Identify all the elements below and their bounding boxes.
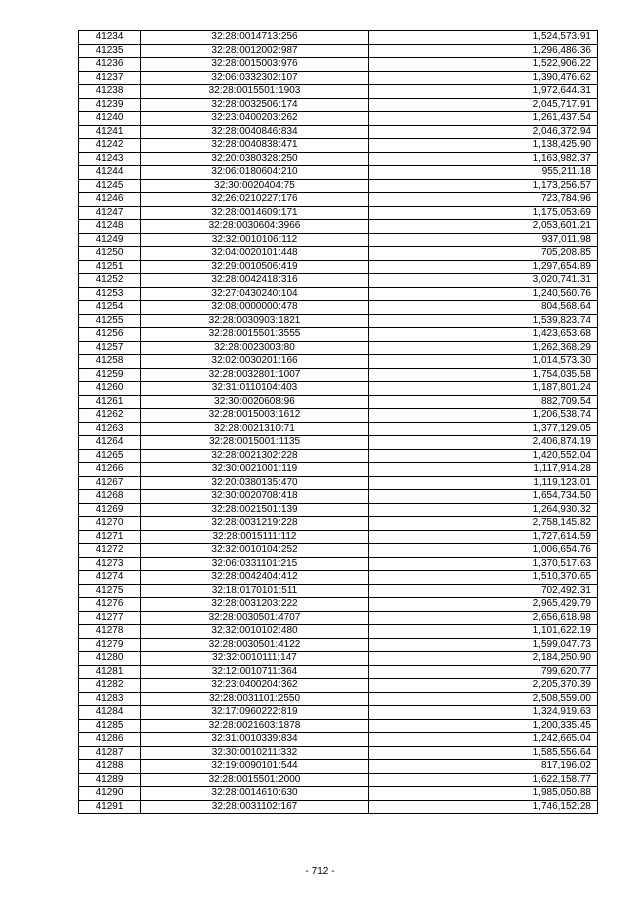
record-number-cell: 41270 <box>79 517 141 531</box>
amount-cell: 1,206,538.74 <box>369 409 598 423</box>
record-number-cell: 41283 <box>79 692 141 706</box>
table-row <box>79 166 598 180</box>
cadastral-number-cell: 32:32:0010104:252 <box>141 544 369 558</box>
amount-cell: 1,297,654.89 <box>369 260 598 274</box>
record-number-cell: 41269 <box>79 503 141 517</box>
table-row <box>79 44 598 58</box>
record-number-cell: 41250 <box>79 247 141 261</box>
cadastral-number-cell: 32:30:0021001:119 <box>141 463 369 477</box>
record-number-cell: 41252 <box>79 274 141 288</box>
amount-cell: 1,585,556.64 <box>369 746 598 760</box>
cadastral-number-cell: 32:28:0015501:1903 <box>141 85 369 99</box>
table-row <box>79 139 598 153</box>
record-number-cell: 41247 <box>79 206 141 220</box>
amount-cell: 1,262,368.29 <box>369 341 598 355</box>
cadastral-number-cell: 32:28:0015001:1135 <box>141 436 369 450</box>
record-number-cell: 41290 <box>79 787 141 801</box>
amount-cell: 1,200,335.45 <box>369 719 598 733</box>
table-row <box>79 476 598 490</box>
amount-cell: 2,758,145.82 <box>369 517 598 531</box>
table-row <box>79 341 598 355</box>
table-row <box>79 517 598 531</box>
record-number-cell: 41244 <box>79 166 141 180</box>
amount-cell: 1,522,906.22 <box>369 58 598 72</box>
cadastral-number-cell: 32:12:0010711:364 <box>141 665 369 679</box>
record-number-cell: 41240 <box>79 112 141 126</box>
cadastral-number-cell: 32:28:0015501:3555 <box>141 328 369 342</box>
cadastral-number-cell: 32:32:0010102:480 <box>141 625 369 639</box>
table-row <box>79 152 598 166</box>
table-row <box>79 112 598 126</box>
record-number-cell: 41280 <box>79 652 141 666</box>
table-row <box>79 530 598 544</box>
amount-cell: 1,175,053.69 <box>369 206 598 220</box>
cadastral-number-cell: 32:28:0030604:3966 <box>141 220 369 234</box>
cadastral-number-cell: 32:06:0332302:107 <box>141 71 369 85</box>
page-number: - 712 - <box>305 866 335 877</box>
table-row <box>79 638 598 652</box>
amount-cell: 1,173,256.57 <box>369 179 598 193</box>
cadastral-number-cell: 32:06:0331101:215 <box>141 557 369 571</box>
record-number-cell: 41255 <box>79 314 141 328</box>
cadastral-number-cell: 32:28:0042418:316 <box>141 274 369 288</box>
cadastral-number-cell: 32:28:0014609:171 <box>141 206 369 220</box>
record-number-cell: 41259 <box>79 368 141 382</box>
table-row <box>79 31 598 45</box>
table-row <box>79 544 598 558</box>
record-number-cell: 41251 <box>79 260 141 274</box>
table-row <box>79 503 598 517</box>
record-number-cell: 41291 <box>79 800 141 814</box>
amount-cell: 1,539,823.74 <box>369 314 598 328</box>
cadastral-number-cell: 32:28:0031102:167 <box>141 800 369 814</box>
cadastral-number-cell: 32:27:0430240:104 <box>141 287 369 301</box>
cadastral-number-cell: 32:28:0021302:228 <box>141 449 369 463</box>
amount-cell: 2,205,370.39 <box>369 679 598 693</box>
record-number-cell: 41246 <box>79 193 141 207</box>
amount-cell: 1,377,129.05 <box>369 422 598 436</box>
record-number-cell: 41285 <box>79 719 141 733</box>
table-row <box>79 436 598 450</box>
table-row <box>79 274 598 288</box>
table-row <box>79 409 598 423</box>
table-row <box>79 71 598 85</box>
table-row <box>79 422 598 436</box>
cadastral-number-cell: 32:30:0020404:75 <box>141 179 369 193</box>
cadastral-number-cell: 32:28:0015111:112 <box>141 530 369 544</box>
record-number-cell: 41254 <box>79 301 141 315</box>
amount-cell: 1,014,573.30 <box>369 355 598 369</box>
cadastral-number-cell: 32:06:0180604:210 <box>141 166 369 180</box>
amount-cell: 1,754,035.58 <box>369 368 598 382</box>
table-row <box>79 179 598 193</box>
cadastral-number-cell: 32:28:0021603:1878 <box>141 719 369 733</box>
amount-cell: 2,406,874.19 <box>369 436 598 450</box>
cadastral-number-cell: 32:28:0040838:471 <box>141 139 369 153</box>
table-row <box>79 287 598 301</box>
table-row <box>79 58 598 72</box>
table-row <box>79 490 598 504</box>
amount-cell: 799,620.77 <box>369 665 598 679</box>
amount-cell: 1,101,622.19 <box>369 625 598 639</box>
table-row <box>79 584 598 598</box>
cadastral-number-cell: 32:29:0010506:419 <box>141 260 369 274</box>
cadastral-number-cell: 32:31:0010339:834 <box>141 733 369 747</box>
amount-cell: 1,746,152.28 <box>369 800 598 814</box>
amount-cell: 1,242,665.04 <box>369 733 598 747</box>
table-row <box>79 125 598 139</box>
amount-cell: 723,784.96 <box>369 193 598 207</box>
amount-cell: 1,524,573.91 <box>369 31 598 45</box>
cadastral-number-cell: 32:18:0170101:511 <box>141 584 369 598</box>
record-number-cell: 41245 <box>79 179 141 193</box>
amount-cell: 1,163,982.37 <box>369 152 598 166</box>
table-row <box>79 733 598 747</box>
cadastral-number-cell: 32:28:0030501:4122 <box>141 638 369 652</box>
record-number-cell: 41276 <box>79 598 141 612</box>
table-row <box>79 773 598 787</box>
amount-cell: 2,045,717.91 <box>369 98 598 112</box>
cadastral-number-cell: 32:28:0031101:2550 <box>141 692 369 706</box>
cadastral-number-cell: 32:28:0023003:80 <box>141 341 369 355</box>
record-number-cell: 41274 <box>79 571 141 585</box>
cadastral-number-cell: 32:28:0032801:1007 <box>141 368 369 382</box>
amount-cell: 1,423,653.68 <box>369 328 598 342</box>
amount-cell: 1,599,047.73 <box>369 638 598 652</box>
table-row <box>79 463 598 477</box>
cadastral-number-cell: 32:30:0010211:332 <box>141 746 369 760</box>
table-row <box>79 625 598 639</box>
amount-cell: 2,053,601.21 <box>369 220 598 234</box>
record-number-cell: 41268 <box>79 490 141 504</box>
amount-cell: 817,196.02 <box>369 760 598 774</box>
table-row <box>79 368 598 382</box>
records-table-body <box>79 31 598 814</box>
amount-cell: 1,622,158.77 <box>369 773 598 787</box>
amount-cell: 1,390,476.62 <box>369 71 598 85</box>
amount-cell: 1,654,734.50 <box>369 490 598 504</box>
amount-cell: 702,492.31 <box>369 584 598 598</box>
amount-cell: 1,138,425.90 <box>369 139 598 153</box>
record-number-cell: 41262 <box>79 409 141 423</box>
cadastral-number-cell: 32:20:0380135:470 <box>141 476 369 490</box>
table-row <box>79 557 598 571</box>
record-number-cell: 41267 <box>79 476 141 490</box>
cadastral-number-cell: 32:28:0030501:4707 <box>141 611 369 625</box>
record-number-cell: 41273 <box>79 557 141 571</box>
record-number-cell: 41261 <box>79 395 141 409</box>
record-number-cell: 41287 <box>79 746 141 760</box>
record-number-cell: 41253 <box>79 287 141 301</box>
record-number-cell: 41284 <box>79 706 141 720</box>
amount-cell: 1,324,919.63 <box>369 706 598 720</box>
table-row <box>79 787 598 801</box>
table-row <box>79 85 598 99</box>
cadastral-number-cell: 32:28:0015003:1612 <box>141 409 369 423</box>
cadastral-number-cell: 32:31:0110104:403 <box>141 382 369 396</box>
amount-cell: 705,208.85 <box>369 247 598 261</box>
cadastral-number-cell: 32:28:0030903:1821 <box>141 314 369 328</box>
cadastral-number-cell: 32:28:0042404:412 <box>141 571 369 585</box>
amount-cell: 2,508,559.00 <box>369 692 598 706</box>
record-number-cell: 41263 <box>79 422 141 436</box>
amount-cell: 882,709.54 <box>369 395 598 409</box>
table-row <box>79 449 598 463</box>
record-number-cell: 41257 <box>79 341 141 355</box>
table-row <box>79 692 598 706</box>
amount-cell: 955,211.18 <box>369 166 598 180</box>
table-row <box>79 260 598 274</box>
record-number-cell: 41239 <box>79 98 141 112</box>
amount-cell: 1,972,644.31 <box>369 85 598 99</box>
table-row <box>79 706 598 720</box>
record-number-cell: 41266 <box>79 463 141 477</box>
cadastral-number-cell: 32:28:0021501:139 <box>141 503 369 517</box>
cadastral-number-cell: 32:32:0010106:112 <box>141 233 369 247</box>
cadastral-number-cell: 32:08:0000000:478 <box>141 301 369 315</box>
table-row <box>79 395 598 409</box>
table-row <box>79 301 598 315</box>
record-number-cell: 41272 <box>79 544 141 558</box>
table-row <box>79 665 598 679</box>
amount-cell: 2,184,250.90 <box>369 652 598 666</box>
table-row <box>79 206 598 220</box>
amount-cell: 1,264,930.32 <box>369 503 598 517</box>
record-number-cell: 41278 <box>79 625 141 639</box>
record-number-cell: 41289 <box>79 773 141 787</box>
record-number-cell: 41238 <box>79 85 141 99</box>
table-row <box>79 679 598 693</box>
record-number-cell: 41277 <box>79 611 141 625</box>
cadastral-number-cell: 32:28:0032506:174 <box>141 98 369 112</box>
cadastral-number-cell: 32:26:0210227:176 <box>141 193 369 207</box>
record-number-cell: 41265 <box>79 449 141 463</box>
cadastral-number-cell: 32:23:0400203:262 <box>141 112 369 126</box>
record-number-cell: 41281 <box>79 665 141 679</box>
table-row <box>79 719 598 733</box>
table-row <box>79 598 598 612</box>
amount-cell: 1,370,517.63 <box>369 557 598 571</box>
cadastral-number-cell: 32:28:0031203:222 <box>141 598 369 612</box>
cadastral-number-cell: 32:20:0380328:250 <box>141 152 369 166</box>
cadastral-number-cell: 32:23:0400204:362 <box>141 679 369 693</box>
record-number-cell: 41256 <box>79 328 141 342</box>
record-number-cell: 41234 <box>79 31 141 45</box>
cadastral-number-cell: 32:28:0014610:630 <box>141 787 369 801</box>
cadastral-number-cell: 32:30:0020708:418 <box>141 490 369 504</box>
table-row <box>79 98 598 112</box>
table-row <box>79 314 598 328</box>
record-number-cell: 41249 <box>79 233 141 247</box>
cadastral-number-cell: 32:28:0015501:2000 <box>141 773 369 787</box>
amount-cell: 2,656,618.98 <box>369 611 598 625</box>
amount-cell: 1,985,050.88 <box>369 787 598 801</box>
record-number-cell: 41242 <box>79 139 141 153</box>
record-number-cell: 41264 <box>79 436 141 450</box>
record-number-cell: 41282 <box>79 679 141 693</box>
amount-cell: 3,020,741.31 <box>369 274 598 288</box>
table-row <box>79 355 598 369</box>
table-row <box>79 328 598 342</box>
record-number-cell: 41275 <box>79 584 141 598</box>
table-row <box>79 247 598 261</box>
cadastral-number-cell: 32:02:0030201:166 <box>141 355 369 369</box>
table-row <box>79 220 598 234</box>
record-number-cell: 41288 <box>79 760 141 774</box>
table-row <box>79 760 598 774</box>
amount-cell: 1,117,914.28 <box>369 463 598 477</box>
record-number-cell: 41235 <box>79 44 141 58</box>
amount-cell: 1,420,552.04 <box>369 449 598 463</box>
record-number-cell: 41258 <box>79 355 141 369</box>
record-number-cell: 41248 <box>79 220 141 234</box>
amount-cell: 1,296,486.36 <box>369 44 598 58</box>
record-number-cell: 41271 <box>79 530 141 544</box>
record-number-cell: 41236 <box>79 58 141 72</box>
amount-cell: 1,006,654.76 <box>369 544 598 558</box>
amount-cell: 1,119,123.01 <box>369 476 598 490</box>
cadastral-number-cell: 32:28:0021310:71 <box>141 422 369 436</box>
table-row <box>79 746 598 760</box>
table-row <box>79 571 598 585</box>
cadastral-number-cell: 32:28:0012002:987 <box>141 44 369 58</box>
table-row <box>79 382 598 396</box>
amount-cell: 1,510,370.65 <box>369 571 598 585</box>
amount-cell: 1,240,560.76 <box>369 287 598 301</box>
amount-cell: 804,568.64 <box>369 301 598 315</box>
record-number-cell: 41279 <box>79 638 141 652</box>
table-row <box>79 193 598 207</box>
cadastral-number-cell: 32:28:0014713:256 <box>141 31 369 45</box>
cadastral-number-cell: 32:30:0020608:96 <box>141 395 369 409</box>
record-number-cell: 41243 <box>79 152 141 166</box>
cadastral-number-cell: 32:04:0020101:448 <box>141 247 369 261</box>
records-table <box>78 30 598 814</box>
record-number-cell: 41260 <box>79 382 141 396</box>
amount-cell: 1,261,437.54 <box>369 112 598 126</box>
cadastral-number-cell: 32:32:0010111:147 <box>141 652 369 666</box>
table-row <box>79 233 598 247</box>
cadastral-number-cell: 32:28:0015003:976 <box>141 58 369 72</box>
table-row <box>79 611 598 625</box>
amount-cell: 2,965,429.79 <box>369 598 598 612</box>
cadastral-number-cell: 32:19:0090101:544 <box>141 760 369 774</box>
cadastral-number-cell: 32:28:0031219:228 <box>141 517 369 531</box>
table-row <box>79 652 598 666</box>
cadastral-number-cell: 32:17:0960222:819 <box>141 706 369 720</box>
record-number-cell: 41241 <box>79 125 141 139</box>
table-row <box>79 800 598 814</box>
amount-cell: 937,011.98 <box>369 233 598 247</box>
amount-cell: 1,187,801.24 <box>369 382 598 396</box>
record-number-cell: 41237 <box>79 71 141 85</box>
record-number-cell: 41286 <box>79 733 141 747</box>
amount-cell: 2,046,372.94 <box>369 125 598 139</box>
amount-cell: 1,727,614.59 <box>369 530 598 544</box>
cadastral-number-cell: 32:28:0040846:834 <box>141 125 369 139</box>
